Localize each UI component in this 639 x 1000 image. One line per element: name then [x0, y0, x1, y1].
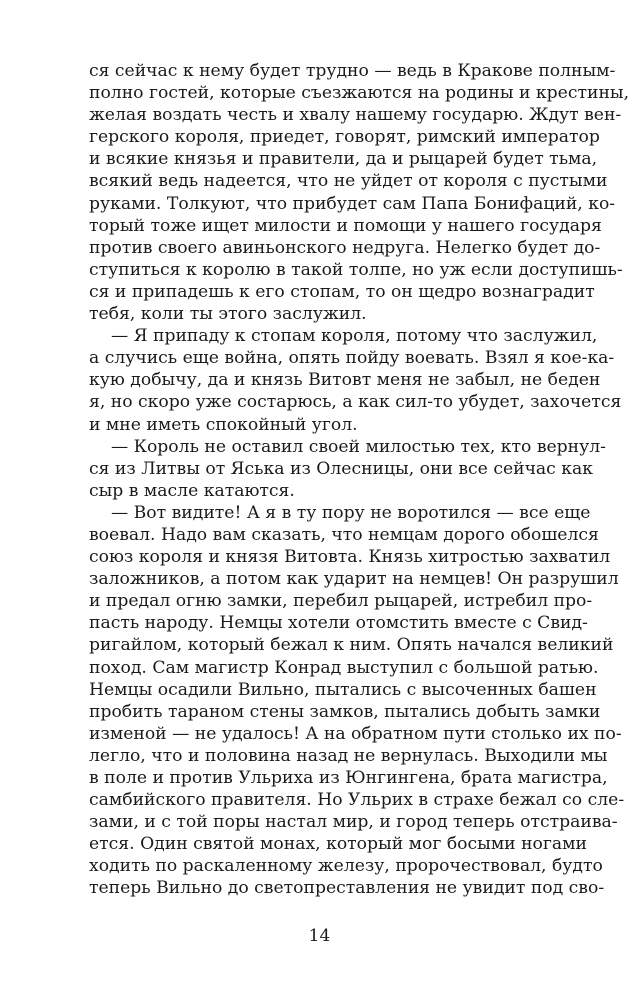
- text-line: ся сейчас к нему будет трудно — ведь в Кракове полным-: [89, 61, 616, 81]
- paragraph: [89, 436, 606, 502]
- text-line: торый тоже ищет милости и помощи у нашего государя: [89, 215, 602, 236]
- text-line: всякий ведь надеется, что не уйдет от короля с пустыми: [89, 171, 608, 192]
- text-line: ся из Литвы от Яська из Олесницы, они все сейчас как: [89, 458, 594, 479]
- paragraph: [89, 502, 625, 900]
- text-line: теперь Вильно до светопреставления не увидит под сво-: [89, 878, 605, 899]
- text-line: Немцы осадили Вильно, пытались с высоченных башен: [89, 679, 597, 700]
- text-line: руками. Толкуют, что прибудет сам Папа Бонифаций, ко-: [89, 193, 616, 214]
- paragraph: [89, 325, 622, 435]
- text-line: зами, и с той поры настал мир, и город теперь отстраива-: [89, 812, 618, 833]
- text-line: тебя, коли ты этого заслужил.: [89, 304, 367, 325]
- text-line: — Вот видите! А я в ту пору не воротился — все еще: [111, 502, 591, 523]
- text-line: полно гостей, которые съезжаются на родины и крестины,: [89, 83, 630, 104]
- page-text: [89, 60, 630, 900]
- text-line: поход. Сам магистр Конрад выступил с большой ратью.: [89, 657, 599, 678]
- text-line: ступиться к королю в такой толпе, но уж если доступишь-: [89, 259, 623, 280]
- text-line: пасть народу. Немцы хотели отомстить вместе с Свид-: [89, 613, 588, 634]
- text-line: изменой — не удалось! А на обратном пути столько их по-: [89, 723, 622, 744]
- text-line: сыр в масле катаются.: [89, 480, 295, 501]
- text-line: герского короля, приедет, говорят, римский император: [89, 127, 600, 148]
- text-line: ходить по раскаленному железу, пророчествовал, будто: [89, 856, 603, 877]
- text-line: против своего авиньонского недруга. Нелегко будет до-: [89, 237, 601, 258]
- text-line: — Король не оставил своей милостью тех, кто вернул-: [111, 436, 606, 457]
- text-line: и мне иметь спокойный угол.: [89, 414, 358, 435]
- text-line: легло, что и половина назад не вернулась. Выходили мы: [89, 745, 608, 766]
- text-line: желая воздать честь и хвалу нашему государю. Ждут вен-: [89, 105, 622, 126]
- text-line: в поле и против Ульриха из Юнгингена, брата магистра,: [89, 768, 608, 788]
- text-line: а случись еще война, опять пойду воевать. Взял я кое-ка-: [89, 348, 615, 369]
- text-line: заложников, а потом как ударит на немцев! Он разрушил: [89, 569, 619, 590]
- text-line: ся и припадешь к его стопам, то он щедро вознаградит: [89, 281, 595, 302]
- page-number: 14: [308, 926, 331, 946]
- text-line: и всякие князья и правители, да и рыцарей будет тьма,: [89, 149, 598, 170]
- text-line: ригайлом, который бежал к ним. Опять начался великий: [89, 635, 614, 656]
- text-line: — Я припаду к стопам короля, потому что заслужил,: [111, 326, 598, 347]
- text-line: воевал. Надо вам сказать, что немцам дорого обошелся: [89, 524, 599, 545]
- text-line: кую добычу, да и князь Витовт меня не забыл, не беден: [89, 370, 601, 391]
- text-line: я, но скоро уже состарюсь, а как сил-то убудет, захочется: [89, 392, 622, 413]
- text-line: пробить тараном стены замков, пытались добыть замки: [89, 701, 601, 722]
- paragraph: [89, 60, 630, 325]
- text-line: союз короля и князя Витовта. Князь хитростью захватил: [89, 547, 611, 568]
- text-line: ется. Один святой монах, который мог босыми ногами: [89, 834, 587, 855]
- text-line: и предал огню замки, перебил рыцарей, истребил про-: [89, 591, 593, 612]
- text-line: самбийского правителя. Но Ульрих в страхе бежал со сле-: [89, 790, 625, 811]
